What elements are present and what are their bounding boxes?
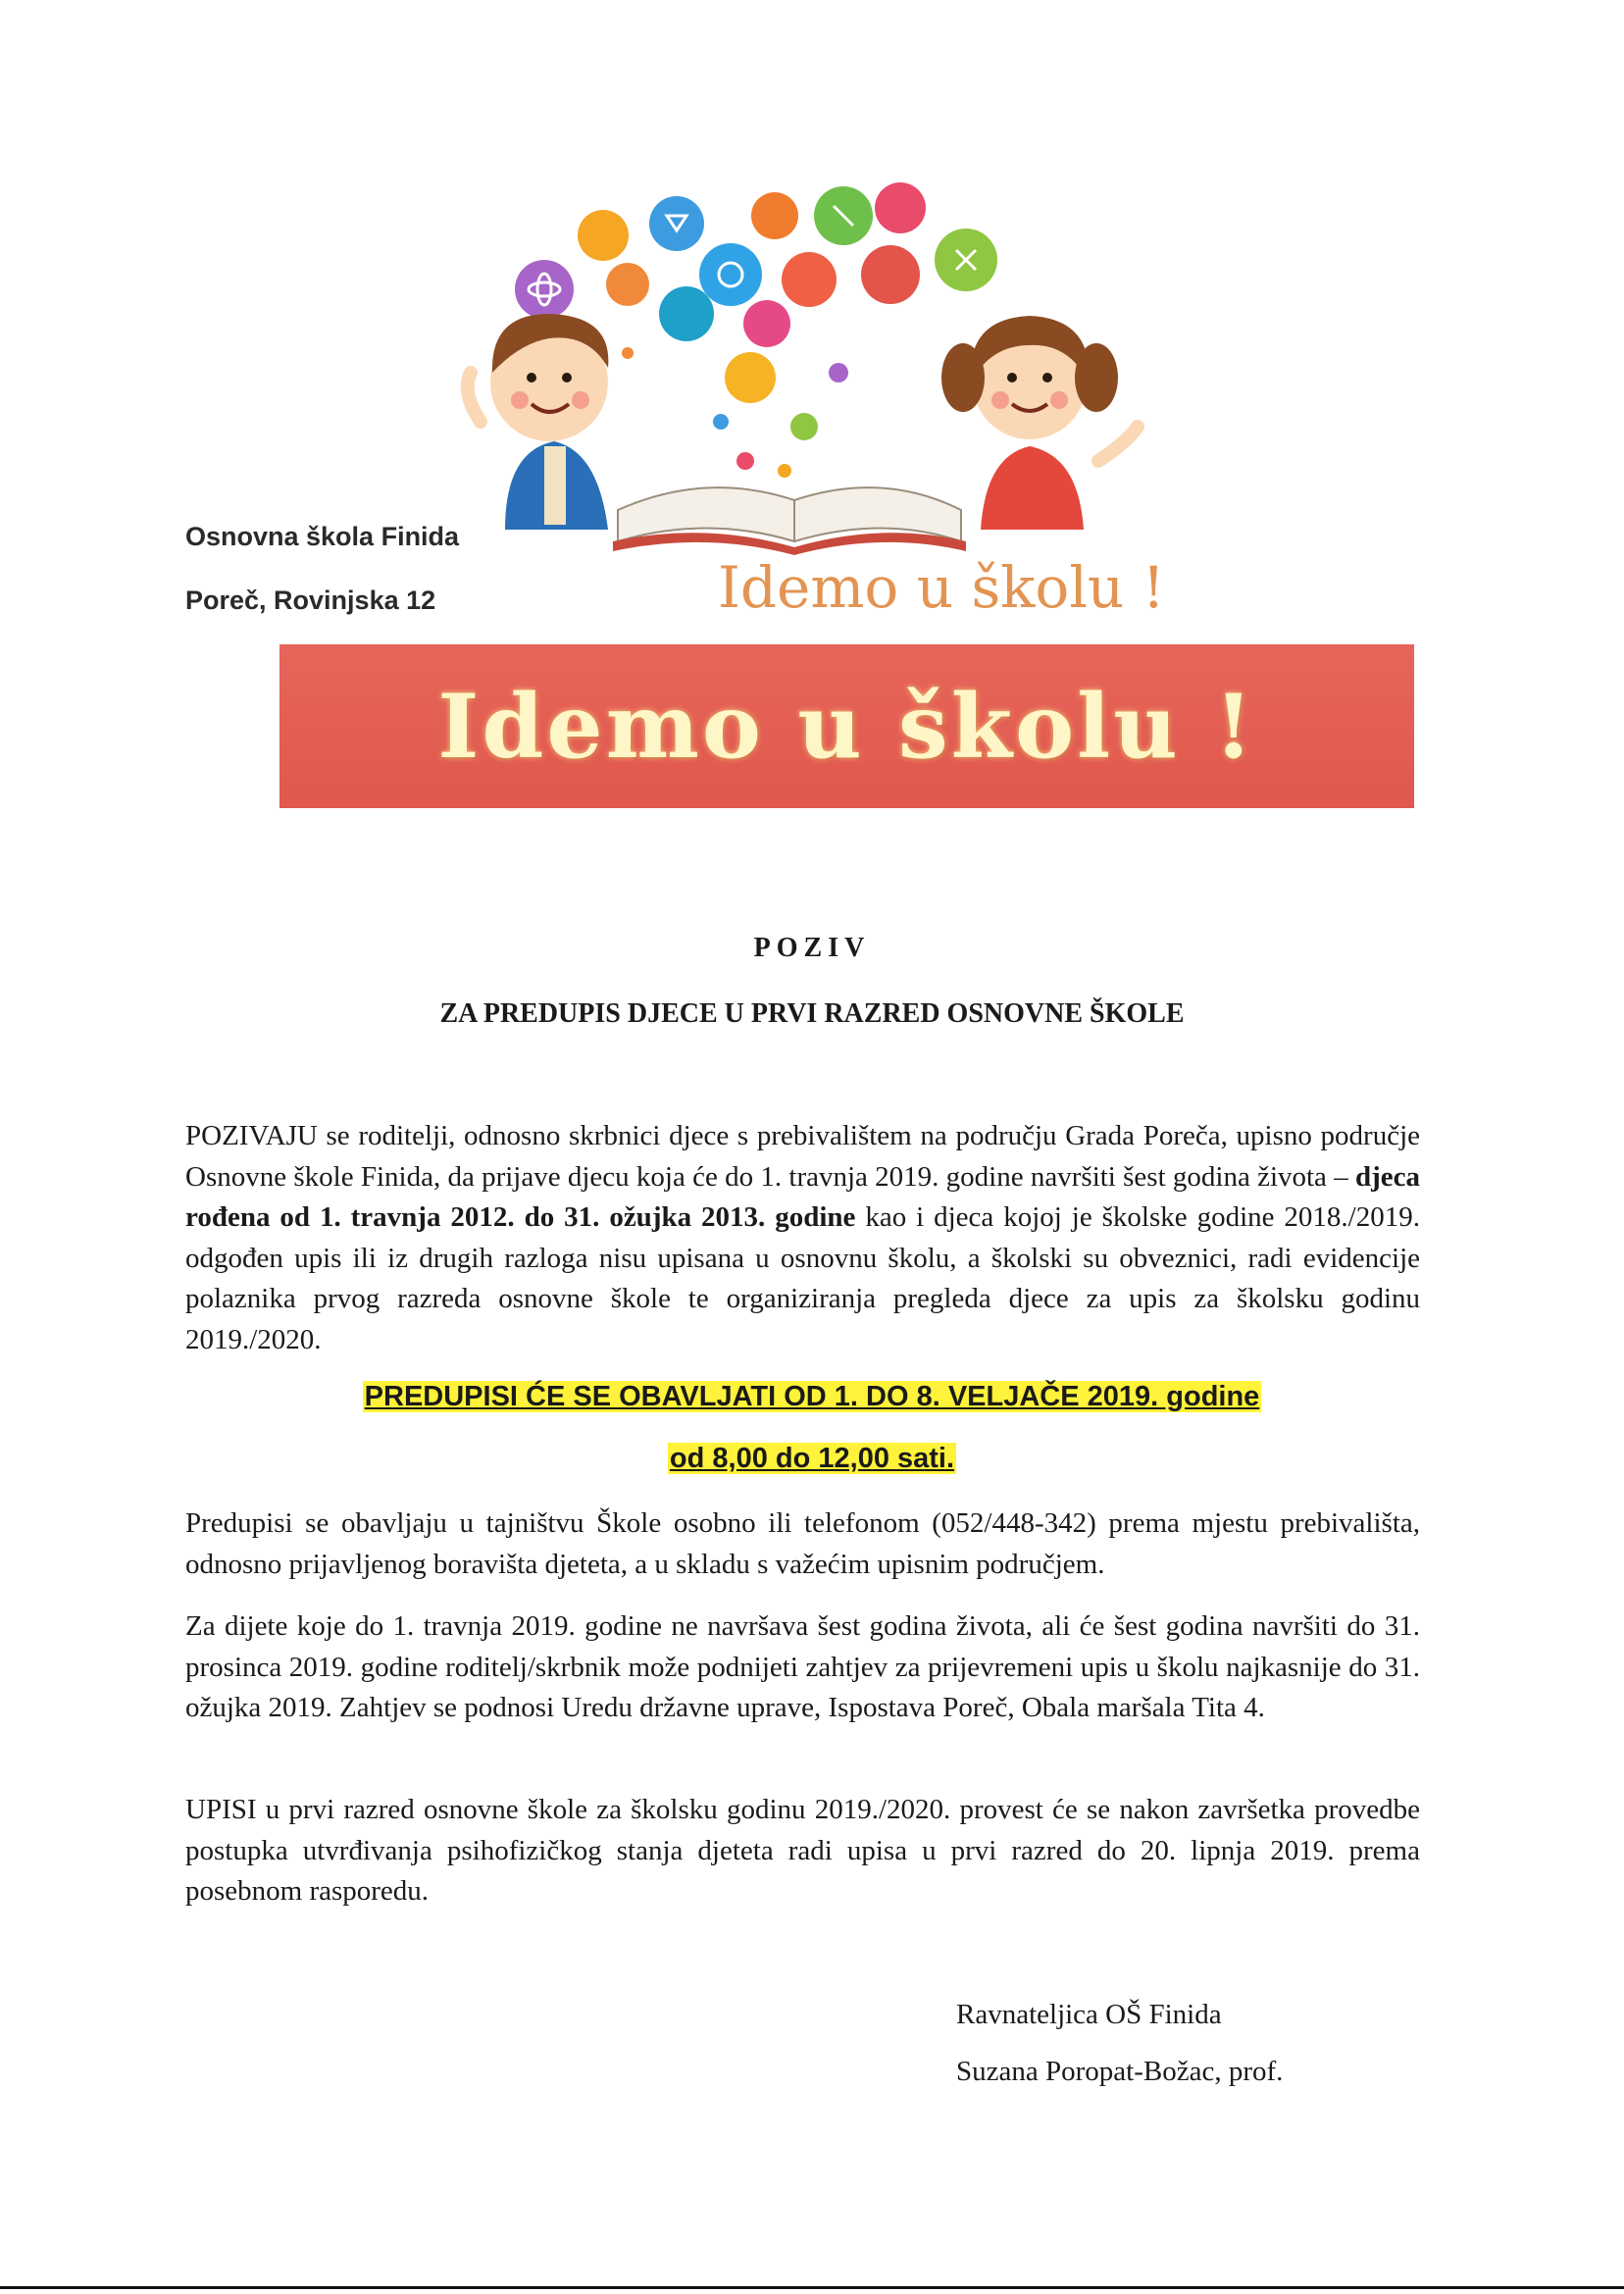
girl-icon xyxy=(941,316,1138,530)
paragraph-enrolment: UPISI u prvi razred osnovne škole za školsku godinu 2019./2020. provest će se nakon završetka provedbe postupka utvrđivanja psihofizičkog stanja djeteta radi upisa u prvi razred do 20. lipnja 2019. prema posebnom rasporedu. xyxy=(185,1794,1420,1908)
document-subtitle: ZA PREDUPIS DJECE U PRVI RAZRED OSNOVNE ŠKOLE xyxy=(439,998,1185,1029)
school-name: Osnovna škola Finida xyxy=(185,522,460,551)
paragraph-invitation-end: kao i djeca kojoj je školske godine 2018./2019. odgođen upis ili iz drugih razloga nisu upisana u osnovnu školu, a školski su obveznici, radi evidencije polaznika prvog razreda osnovne škole te organiziranja pregleda djece za upis za školsku godinu 2019./2020. xyxy=(185,1201,1420,1355)
banner-big-title: Idemo u školu ! xyxy=(437,674,1256,779)
paragraph-invitation xyxy=(185,1116,1420,1361)
banner-small-title: Idemo u školu ! xyxy=(718,554,1165,621)
school-children-illustration xyxy=(451,177,1157,559)
bottom-scan-edge xyxy=(0,2286,1624,2289)
highlight-dates-text: PREDUPISI ĆE SE OBAVLJATI OD 1. DO 8. VELJAČE 2019. godine xyxy=(364,1381,1260,1412)
open-book-icon xyxy=(613,487,966,555)
paragraph-early-enrolment: Za dijete koje do 1. travnja 2019. godine ne navršava šest godina života, ali će šest godina navršiti do 31. prosinca 2019. godine roditelj/skrbnik može podnijeti zahtjev za prijevremeni upis u školu najkasnije do 31. ožujka 2019. Zahtjev se podnosi Uredu državne uprave, Ispostava Poreč, Obala maršala Tita 4. xyxy=(185,1610,1420,1724)
highlight-dates xyxy=(0,1381,1624,1413)
birth-date-range: djeca rođena od 1. travnja 2012. do 31. ožujka 2013. godine xyxy=(185,1160,1420,1234)
banner-big xyxy=(279,644,1414,808)
paragraph-preregistration: Predupisi se obavljaju u tajništvu Škole osobno ili telefonom (052/448-342) prema mjestu prebivališta, odnosno prijavljenog boravišta djeteta, a u skladu s važećim upisnim područjem. xyxy=(185,1507,1420,1580)
school-address: Poreč, Rovinjska 12 xyxy=(185,586,436,615)
paragraph-invitation-start: POZIVAJU se roditelji, odnosno skrbnici djece s prebivalištem na području Grada Poreča, upisno područje Osnovne škole Finida, da prijave djecu koja će do 1. travnja 2019. godine navršiti šest godina života – xyxy=(185,1120,1420,1193)
highlight-hours xyxy=(0,1443,1624,1475)
signature-role: Ravnateljica OŠ Finida xyxy=(956,1999,1222,2030)
boy-icon xyxy=(468,314,609,530)
document-title: POZIV xyxy=(753,933,871,963)
highlight-hours-text: od 8,00 do 12,00 sati. xyxy=(669,1443,955,1474)
signature-name: Suzana Poropat-Božac, prof. xyxy=(956,2056,1284,2087)
